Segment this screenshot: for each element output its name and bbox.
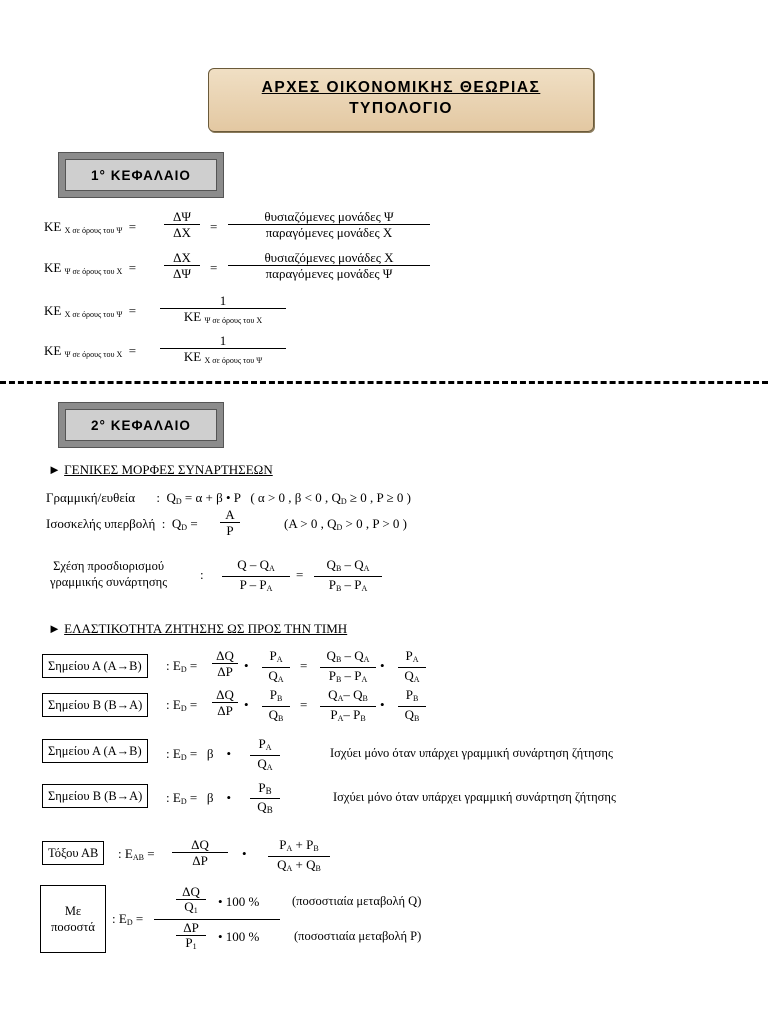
percentage-q-note: (ποσοστιαία μεταβολή Q) — [292, 894, 422, 908]
equals-sign: = — [210, 219, 218, 234]
dot: • — [244, 658, 249, 673]
dot: • — [242, 846, 247, 861]
hyperbola-label: Ισοσκελής υπερβολή : $Q_D$ = — [46, 516, 198, 532]
ch1-formula-2-lhs: ΚΕ $_{\Psi \sigma\varepsilon ό\rho o\upsilon\varsigma \tau o\upsilon X}$ = — [44, 260, 137, 276]
elasticity-heading: ► ΕΛΑΣΤΙΚΟΤΗΤΑ ΖΗΤΗΣΗΣ ΩΣ ΠΡΟΣ ΤΗΝ ΤΙΜΗ — [48, 621, 348, 636]
point-a-linear-ed: : $E_D = \beta$ • — [166, 746, 232, 762]
point-a-linear-note: Ισχύει μόνο όταν υπάρχει γραμμική συνάρτηση ζήτησης — [330, 746, 613, 760]
ch1-formula-3-frac: 1 ΚΕ $_{\Psi \sigma\varepsilon ό\rho o\upsilon\varsigma \tau o\upsilon X}$ — [160, 294, 286, 329]
point-b-linear-note: Ισχύει μόνο όταν υπάρχει γραμμική συνάρτηση ζήτησης — [333, 790, 616, 804]
document-title-box — [208, 68, 594, 132]
general-forms-heading: ► ΓΕΝΙΚΕΣ ΜΟΡΦΕΣ ΣΥΝΑΡΤΗΣΕΩΝ — [48, 462, 273, 477]
equals-sign: = — [300, 658, 308, 673]
percentage-box: Με ποσοστά — [40, 885, 106, 953]
point-a-frac-pa-qa: $P_A$ $Q_A$ — [262, 649, 290, 687]
point-b-frac-diff: $Q_A-$ $Q_B$ $P_A-$ $P_B$ — [320, 688, 376, 726]
point-a-frac-diff: $Q_B - Q_A$ $P_B - P_A$ — [320, 649, 376, 687]
point-b-linear-ed: : $E_D = \beta$ • — [166, 790, 232, 806]
ch1-formula-2-frac2: θυσιαζόμενες μονάδες Χ παραγόμενες μονάδες Ψ — [228, 251, 430, 281]
section-divider — [0, 381, 768, 384]
title-line-2: ΤΥΠΟΛΟΓΙΟ — [349, 100, 453, 117]
colon: : — [200, 567, 204, 582]
point-a-ed: : $E_D$ = — [166, 658, 198, 674]
title-line-1: ΑΡΧΕΣ ΟΙΚΟΝΟΜΙΚΗΣ ΘΕΩΡΙΑΣ — [261, 79, 541, 96]
point-b-frac-dq-dp: ΔQ ΔP — [212, 688, 238, 718]
bullet-arrow-icon: ► — [48, 462, 61, 477]
ch1-formula-1-lhs: ΚΕ $_{X \sigma\varepsilon ό\rho o\upsilon\varsigma \tau o\upsilon \Psi}$ = — [44, 219, 137, 235]
linear-relation-label: Σχέση προσδιορισμού γραμμικής συνάρτησης — [50, 559, 168, 589]
percentage-frac-dp-p1: ΔP $P_1$ — [176, 921, 206, 954]
arc-box: Τόξου ΑΒ — [42, 841, 104, 865]
point-a-linear-frac: $P_A$ $Q_A$ — [250, 737, 280, 775]
equals-sign: = — [296, 567, 304, 582]
percentage-frac-dq-q1: ΔQ $Q_1$ — [176, 885, 206, 918]
equals-sign: = — [300, 697, 308, 712]
chapter-1-label: 1° ΚΕΦΑΛΑΙΟ — [65, 159, 217, 191]
point-b-ed: : $E_D$ = — [166, 697, 198, 713]
point-a-frac-dq-dp: ΔQ ΔP — [212, 649, 238, 679]
point-b-frac-pb-qb: $P_B$ $Q_B$ — [262, 688, 290, 726]
hyperbola-conditions: (A > 0 , $Q_D > 0$ , P > 0 ) — [284, 516, 408, 532]
ch1-formula-2-frac1: ΔΧ ΔΨ — [164, 251, 200, 281]
point-a-box: Σημείου Α (Α→Β) — [42, 654, 148, 678]
point-b-frac-pb-qb-2: $P_B$ $Q_B$ — [398, 688, 426, 726]
percentage-p-mult: • 100 % — [218, 929, 260, 944]
chapter-2-label: 2° ΚΕΦΑΛΑΙΟ — [65, 409, 217, 441]
point-b-linear-box: Σημείου Β (Β→Α) — [42, 784, 148, 808]
point-a-linear-box: Σημείου Α (Α→Β) — [42, 739, 148, 763]
percentage-ed: : $E_D$ = — [112, 911, 144, 927]
percentage-q-mult: • 100 % — [218, 894, 260, 909]
hyperbola-frac: A P — [220, 508, 240, 538]
dot: • — [380, 697, 385, 712]
ch1-formula-4-frac: 1 ΚΕ $_{X \sigma\varepsilon ό\rho o\upsilon\varsigma \tau o\upsilon \Psi}$ — [160, 334, 286, 369]
ch1-formula-1-frac1: ΔΨ ΔΧ — [164, 210, 200, 240]
dot: • — [380, 658, 385, 673]
linear-function-row: Γραμμική/ευθεία : $Q_D = \alpha + \beta$ • P ( α > 0 , β < 0 , $Q_D \ge 0$ , P ≥ 0 ) — [46, 490, 412, 506]
point-a-frac-pa-qa-2: $P_A$ $Q_A$ — [398, 649, 426, 687]
percentage-p-note: (ποσοστιαία μεταβολή P) — [294, 929, 422, 943]
dot: • — [244, 697, 249, 712]
percentage-main-fraction-line — [154, 919, 280, 920]
arc-ed: : $E_{AB}$ = — [118, 846, 155, 862]
equals-sign: = — [210, 260, 218, 275]
chapter-1-banner — [58, 152, 224, 198]
ch1-formula-4-lhs: ΚΕ $_{\Psi \sigma\varepsilon ό\rho o\upsilon\varsigma \tau o\upsilon X}$ = — [44, 343, 137, 359]
ch1-formula-3-lhs: ΚΕ $_{X \sigma\varepsilon ό\rho o\upsilon\varsigma \tau o\upsilon \Psi}$ = — [44, 303, 137, 319]
relation-frac-2: $Q_B - Q_A$ $P_B - P_A$ — [314, 558, 382, 596]
relation-frac-1: Q – $Q_A$ P – $P_A$ — [222, 558, 290, 596]
chapter-2-banner — [58, 402, 224, 448]
arc-frac-sums: $P_A + P_B$ $Q_A + Q_B$ — [268, 838, 330, 876]
bullet-arrow-icon: ► — [48, 621, 61, 636]
arc-frac-dq-dp: ΔQ ΔP — [172, 838, 228, 868]
ch1-formula-1-frac2: θυσιαζόμενες μονάδες Ψ παραγόμενες μονάδες Χ — [228, 210, 430, 240]
point-b-linear-frac: PB QB — [250, 781, 280, 818]
point-b-box: Σημείου Β (Β→Α) — [42, 693, 148, 717]
